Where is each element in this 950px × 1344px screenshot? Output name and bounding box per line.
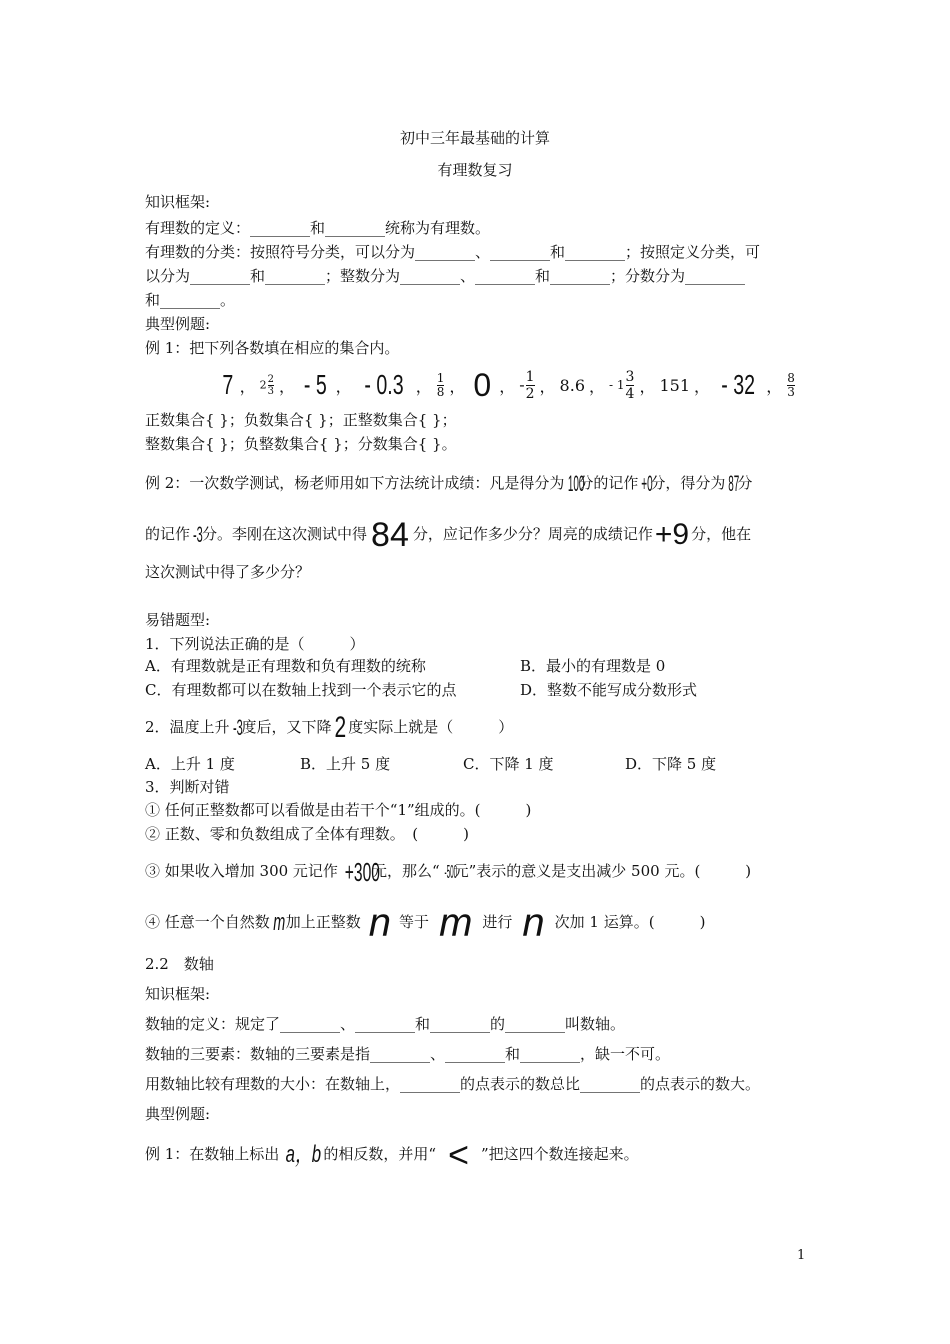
number-item: 0: [473, 366, 492, 403]
judge-item-3: ③ 如果收入增加 300 元记作 +300元，那么“ -500元”表示的意义是支出减少 500 元。( ): [145, 857, 752, 887]
sets-line-1: 正数集合{ }；负数集合{ }；正整数集合{ }；: [145, 411, 457, 429]
judge-item-4: ④ 任意一个自然数 m加上正整数 n 等于 m 进行 n 次加 1 运算。( ): [145, 901, 706, 945]
judge-item-1: ① 任何正整数都可以看做是由若干个“1”组成的。( ): [145, 801, 532, 819]
number-item: - 1 $\frac{3}{4}$: [609, 368, 635, 402]
separator: ，: [415, 376, 432, 396]
separator: ，: [239, 376, 256, 396]
page-subtitle: 有理数复习: [437, 161, 513, 179]
formula-glyph: m: [439, 901, 473, 945]
section-2-examples: 典型例题:: [145, 1105, 211, 1123]
separator: ，: [766, 376, 783, 396]
formula-glyph: +300: [344, 857, 380, 887]
axis-compare: 用数轴比较有理数的大小：在数轴上，________的点表示的数总比________的点表示的数大。: [145, 1075, 761, 1093]
section-2-title: 2.2 数轴: [145, 955, 214, 973]
sets-line-2: 整数集合{ }；负整数集合{ }；分数集合{ }。: [145, 435, 457, 453]
number-item: - 0.3: [364, 369, 404, 400]
formula-glyph: +9: [654, 518, 690, 551]
formula-glyph: -500: [444, 862, 457, 882]
number-item: - 5: [303, 369, 327, 400]
separator: ，: [335, 376, 352, 396]
separator: ，: [589, 376, 606, 396]
formula-glyph: n: [522, 901, 545, 945]
page-title: 初中三年最基础的计算: [399, 129, 550, 147]
separator: ，: [694, 376, 711, 396]
formula-glyph: +0: [641, 471, 653, 496]
q2-option-c: C．下降 1 度: [463, 755, 554, 773]
errors-heading: 易错题型:: [145, 611, 211, 629]
q1-option-a: A．有理数就是正有理数和负有理数的统称: [145, 657, 426, 675]
number-item: 8.6: [559, 375, 585, 395]
example-2-line-2: 的记作 -3分。李刚在这次测试中得 84 分，应记作多少分？周亮的成绩记作+9 分，他在: [145, 516, 752, 554]
number-item: 151: [659, 375, 691, 395]
formula-glyph: <: [447, 1134, 470, 1175]
q1-option-b: B．最小的有理数是 0: [520, 657, 666, 675]
q2-option-d: D．下降 5 度: [625, 755, 717, 773]
question-3: 3．判断对错: [145, 778, 230, 796]
judge-item-2: ② 正数、零和负数组成了全体有理数。 ( ): [145, 825, 469, 843]
example-2-line-1: 例 2：一次数学测试，杨老师用如下方法统计成绩：凡是得分为 100分的记作 +0分，得分为 87分: [145, 468, 752, 498]
examples-heading: 典型例题:: [145, 315, 211, 333]
number-item: - 32: [721, 369, 756, 400]
q1-option-c: C．有理数都可以在数轴上找到一个表示它的点: [145, 681, 457, 699]
formula-glyph: 84: [371, 516, 409, 554]
axis-definition: 数轴的定义：规定了________、________和________的________叫数轴。: [145, 1015, 626, 1033]
number-item: 7: [222, 369, 234, 400]
classification-line-3: 和________。: [145, 291, 236, 309]
number-item: - $\frac{1}{2}$: [519, 368, 535, 402]
number-list: [220, 360, 796, 410]
definition-line: 有理数的定义：________和________统称为有理数。: [145, 219, 491, 237]
q2-option-b: B．上升 5 度: [300, 755, 391, 773]
section-2-heading: 知识框架:: [145, 985, 211, 1003]
formula-glyph: m: [272, 909, 285, 936]
formula-glyph: 87: [728, 471, 740, 496]
separator: ，: [499, 376, 516, 396]
formula-glyph: n: [368, 901, 392, 945]
q1-option-d: D．整数不能写成分数形式: [520, 681, 698, 699]
number-item: $\frac{1}{8}$: [436, 370, 445, 399]
example-1-text: 例 1：把下列各数填在相应的集合内。: [145, 339, 400, 357]
formula-glyph: a，b: [285, 1141, 322, 1168]
question-2: 2．温度上升 -3度后，又下降2 度实际上就是（ ）: [145, 711, 514, 744]
formula-glyph: 100: [568, 471, 585, 496]
section-heading: 知识框架:: [145, 193, 211, 211]
question-1: 1．下列说法正确的是（ ）: [145, 635, 365, 653]
axis-three-elements: 数轴的三要素：数轴的三要素是指________、________和________，缺一不可。: [145, 1045, 671, 1063]
separator: ，: [539, 376, 556, 396]
separator: ，: [278, 376, 295, 396]
section-2-example-1: 例 1：在数轴上标出 a，b 的相反数，并用“ < ”把这四个数连接起来。: [145, 1134, 639, 1175]
classification-line-1: 有理数的分类：按照符号分类，可以分为________、________和________；按照定义分类，可: [145, 243, 761, 261]
formula-glyph: 2: [334, 711, 346, 744]
separator: ，: [449, 376, 466, 396]
q2-option-a: A．上升 1 度: [145, 755, 235, 773]
separator: ，: [639, 376, 656, 396]
number-item: 2 $\frac{2}{3}$: [259, 373, 274, 397]
classification-line-2: 以分为________和________；整数分为________、________和________；分数分为________: [145, 267, 746, 285]
page-number: 1: [797, 1248, 806, 1263]
formula-glyph: -3: [232, 715, 243, 740]
formula-glyph: -3: [193, 522, 203, 547]
number-item: $\frac{8}{3}$: [787, 370, 795, 399]
example-2-line-3: 这次测试中得了多少分？: [145, 563, 311, 581]
